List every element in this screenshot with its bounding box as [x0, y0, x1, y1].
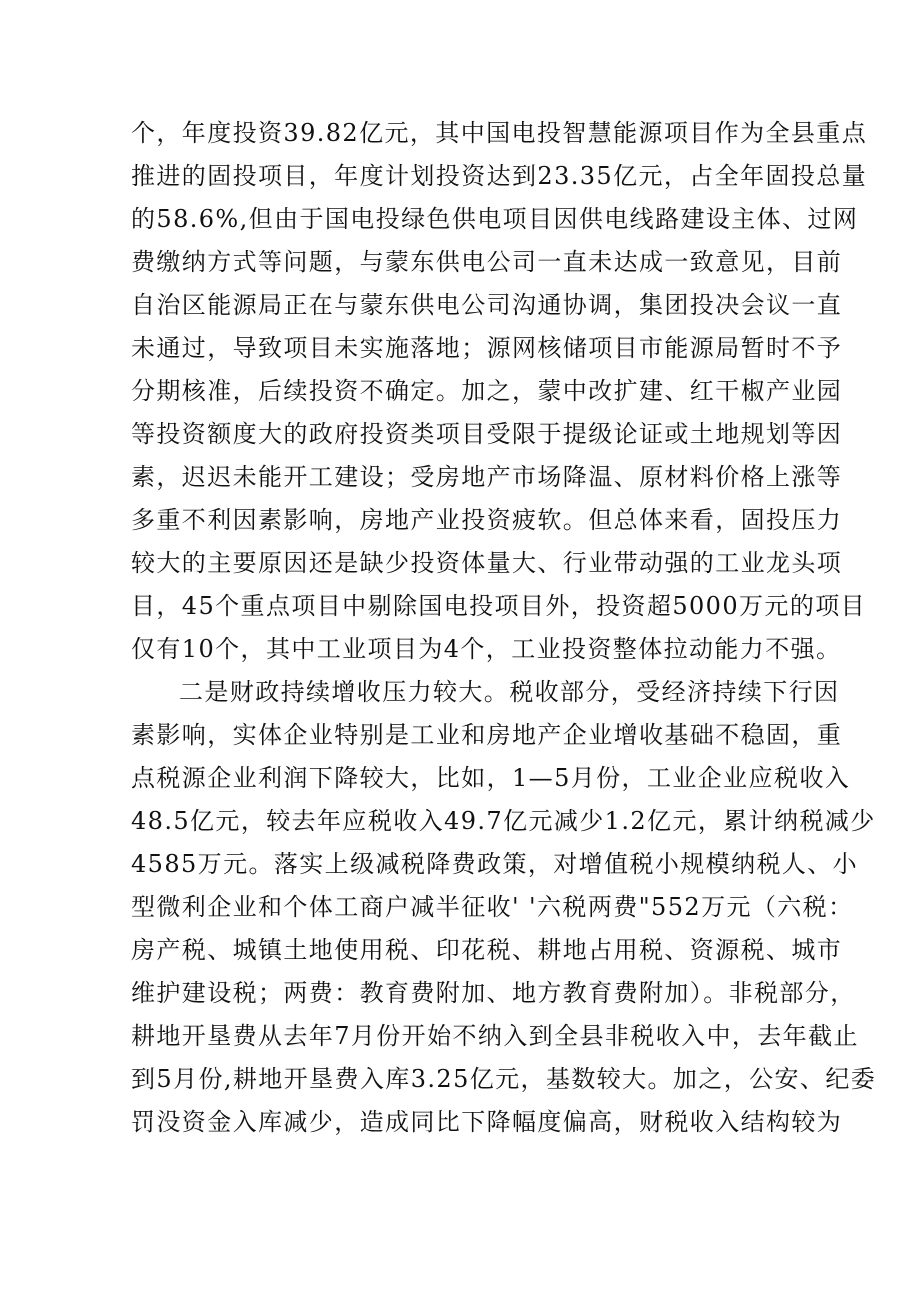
text-line: 型微利企业和个体工商户减半征收' '六税两费"552万元（六税： — [131, 893, 854, 921]
text-line: 等投资额度大的政府投资类项目受限于提级论证或土地规划等因 — [131, 420, 843, 448]
text-line: 素，迟迟未能开工建设；受房地产市场降温、原材料价格上涨等 — [131, 463, 843, 491]
text-line: 耕地开垦费从去年7月份开始不纳入到全县非税收入中，去年截止 — [131, 1022, 859, 1050]
text-line: 48.5亿元，较去年应税收入49.7亿元减少1.2亿元，累计纳税减少 — [131, 807, 876, 835]
text-line: 个，年度投资39.82亿元，其中国电投智慧能源项目作为全县重点 — [131, 119, 868, 147]
text-line: 房产税、城镇土地使用税、印花税、耕地占用税、资源税、城市 — [131, 936, 843, 964]
text-line: 仅有10个，其中工业项目为4个，工业投资整体拉动能力不强。 — [131, 635, 842, 663]
text-line: 分期核准，后续投资不确定。加之，蒙中改扩建、红干椒产业园 — [131, 377, 843, 405]
text-line: 罚没资金入库减少，造成同比下降幅度偏高，财税收入结构较为 — [131, 1108, 843, 1136]
text-line: 目，45个重点项目中剔除国电投项目外，投资超5000万元的项目 — [131, 592, 867, 620]
text-line: 多重不利因素影响，房地产业投资疲软。但总体来看，固投压力 — [131, 506, 843, 534]
body-text — [131, 112, 877, 1144]
text-line: 4585万元。落实上级减税降费政策，对增值税小规模纳税人、小 — [131, 850, 859, 878]
text-line: 素影响，实体企业特别是工业和房地产企业增收基础不稳固，重 — [131, 721, 843, 749]
text-line: 较大的主要原因还是缺少投资体量大、行业带动强的工业龙头项 — [131, 549, 843, 577]
paragraph-heading-line: 二是财政持续增收压力较大。税收部分，受经济持续下行因 — [179, 678, 840, 706]
text-line: 费缴纳方式等问题，与蒙东供电公司一直未达成一致意见，目前 — [131, 248, 843, 276]
text-line: 的58.6%,但由于国电投绿色供电项目因供电线路建设主体、过网 — [131, 205, 859, 233]
text-line: 到5月份,耕地开垦费入库3.25亿元，基数较大。加之，公安、纪委 — [131, 1065, 877, 1093]
text-line: 自治区能源局正在与蒙东供电公司沟通协调，集团投决会议一直 — [131, 291, 843, 319]
text-line: 维护建设税；两费：教育费附加、地方教育费附加）。非税部分， — [131, 979, 856, 1007]
text-line: 推进的固投项目，年度计划投资达到23.35亿元，占全年固投总量 — [131, 162, 868, 190]
text-line: 未通过，导致项目未实施落地；源网核储项目市能源局暂时不予 — [131, 334, 843, 362]
text-line: 点税源企业利润下降较大，比如，1—5月份，工业企业应税收入 — [131, 764, 851, 792]
